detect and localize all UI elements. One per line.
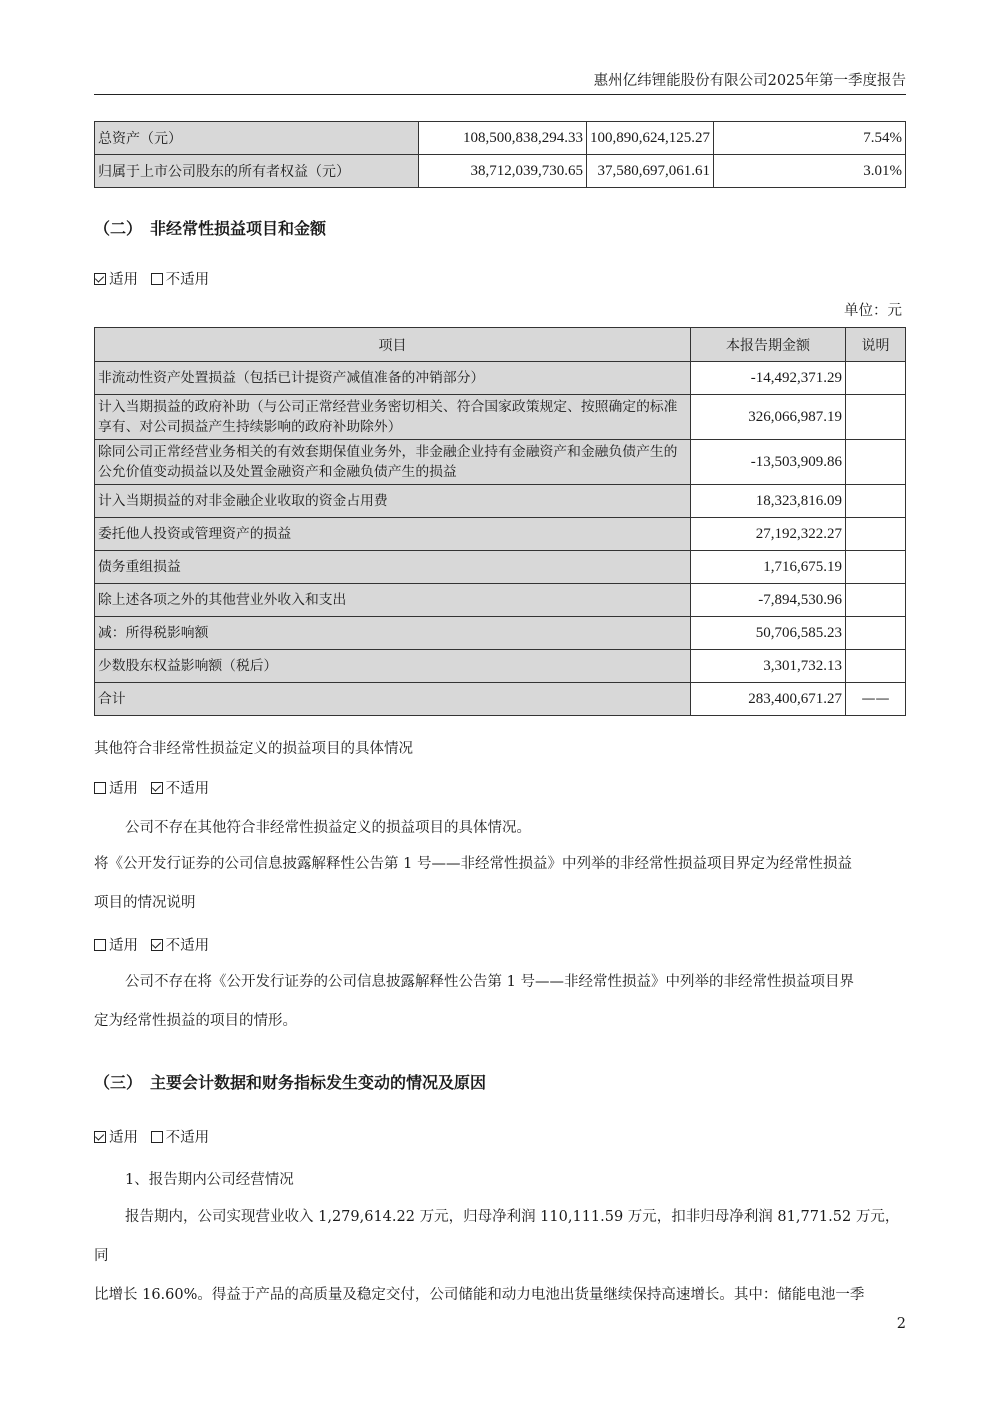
applicable-label: 适用 [109,781,138,797]
other-items-checkboxes [94,777,906,798]
amount-cell: 18,323,816.09 [691,485,846,518]
item-cell: 减：所得税影响额 [95,617,691,650]
checked-box-icon[interactable] [94,1131,106,1143]
applicable-label: 适用 [109,272,138,288]
paragraph-line: 报告期内，公司实现营业收入 1,279,614.22 万元，归母净利润 110,111.59 万元，扣非归母净利润 81,771.52 万元，同 [94,1209,900,1264]
note-cell [846,650,906,683]
section-3-title: （三） 主要会计数据和财务指标发生变动的情况及原因 [94,1073,487,1092]
header-amount: 本报告期金额 [691,328,846,362]
amount-cell: 27,192,322.27 [691,518,846,551]
note-cell [846,551,906,584]
note-cell [846,362,906,395]
change-value: 7.54% [714,122,906,155]
applicable-label: 适用 [109,938,138,954]
reclass-text [94,963,906,1041]
table-row [95,122,906,155]
checked-box-icon[interactable] [94,273,106,285]
header-note: 说明 [846,328,906,362]
item-cell: 少数股东权益影响额（税后） [95,650,691,683]
reclass-title-line: 将《公开发行证券的公司信息披露解释性公告第 1 号——非经常性损益》中列举的非经常性损益项目界定为经常性损益 [94,856,852,872]
unit-label: 单位：元 [844,303,902,319]
amount-cell: 283,400,671.27 [691,683,846,716]
other-items-text: 公司不存在其他符合非经常性损益定义的损益项目的具体情况。 [125,820,531,836]
checked-box-icon[interactable] [151,939,163,951]
unchecked-box-icon[interactable] [94,939,106,951]
table-row [95,395,906,440]
table-row [95,518,906,551]
nonrecurring-table [94,327,906,716]
item-cell: 合计 [95,683,691,716]
table-row-total [95,683,906,716]
page-number: 2 [896,1316,906,1332]
row-label: 归属于上市公司股东的所有者权益（元） [95,155,419,188]
not-applicable-label: 不适用 [165,272,210,288]
unchecked-box-icon[interactable] [151,273,163,285]
item-cell: 非流动性资产处置损益（包括已计提资产减值准备的冲销部分） [95,362,691,395]
item-cell: 委托他人投资或管理资产的损益 [95,518,691,551]
note-cell: —— [846,683,906,716]
report-title: 惠州亿纬锂能股份有限公司2025年第一季度报告 [593,73,906,89]
unchecked-box-icon[interactable] [151,1131,163,1143]
note-cell [846,584,906,617]
reclass-title-line: 项目的情况说明 [94,895,196,911]
amount-cell: 3,301,732.13 [691,650,846,683]
table-row [95,551,906,584]
not-applicable-label: 不适用 [165,938,210,954]
operations-paragraph [94,1198,906,1315]
note-cell [846,518,906,551]
amount-cell: -13,503,909.86 [691,440,846,485]
section-3-checkboxes [94,1126,906,1147]
other-items-title: 其他符合非经常性损益定义的损益项目的具体情况 [94,741,413,757]
item-cell: 除上述各项之外的其他营业外收入和支出 [95,584,691,617]
change-value: 3.01% [714,155,906,188]
table-row [95,584,906,617]
item-cell: 除同公司正常经营业务相关的有效套期保值业务外，非金融企业持有金融资产和金融负债产生的公允价值变动损益以及处置金融资产和金融负债产生的损益 [95,440,691,485]
not-applicable-label: 不适用 [165,1130,210,1146]
previous-value: 100,890,624,125.27 [587,122,714,155]
table-header-row [95,328,906,362]
table-row [95,617,906,650]
paragraph-line: 比增长 16.60%。得益于产品的高质量及稳定交付，公司储能和动力电池出货量继续保持高速增长。其中：储能电池一季 [94,1287,865,1303]
note-cell [846,440,906,485]
item-cell: 债务重组损益 [95,551,691,584]
reclass-text-line: 公司不存在将《公开发行证券的公司信息披露解释性公告第 1 号——非经常性损益》中列举的非经常性损益项目界 [125,974,854,990]
subsection-1-title: 1、报告期内公司经营情况 [125,1172,294,1188]
row-label: 总资产（元） [95,122,419,155]
reclass-title [94,845,906,923]
section-2-title: （二） 非经常性损益项目和金额 [94,219,327,238]
table-row [95,155,906,188]
applicable-label: 适用 [109,1130,138,1146]
header-item: 项目 [95,328,691,362]
checked-box-icon[interactable] [151,782,163,794]
amount-cell: 1,716,675.19 [691,551,846,584]
item-cell: 计入当期损益的对非金融企业收取的资金占用费 [95,485,691,518]
balance-table [94,121,906,188]
table-row [95,362,906,395]
applicable-checkboxes [94,268,906,289]
amount-cell: -14,492,371.29 [691,362,846,395]
not-applicable-label: 不适用 [165,781,210,797]
unchecked-box-icon[interactable] [94,782,106,794]
reclass-checkboxes [94,934,906,955]
page-header [94,68,906,95]
note-cell [846,485,906,518]
note-cell [846,395,906,440]
previous-value: 37,580,697,061.61 [587,155,714,188]
table-row [95,650,906,683]
amount-cell: -7,894,530.96 [691,584,846,617]
table-row [95,440,906,485]
amount-cell: 326,066,987.19 [691,395,846,440]
current-value: 38,712,039,730.65 [419,155,587,188]
current-value: 108,500,838,294.33 [419,122,587,155]
reclass-text-line: 定为经常性损益的项目的情形。 [94,1013,297,1029]
table-row [95,485,906,518]
item-cell: 计入当期损益的政府补助（与公司正常经营业务密切相关、符合国家政策规定、按照确定的标准享有、对公司损益产生持续影响的政府补助除外） [95,395,691,440]
amount-cell: 50,706,585.23 [691,617,846,650]
note-cell [846,617,906,650]
